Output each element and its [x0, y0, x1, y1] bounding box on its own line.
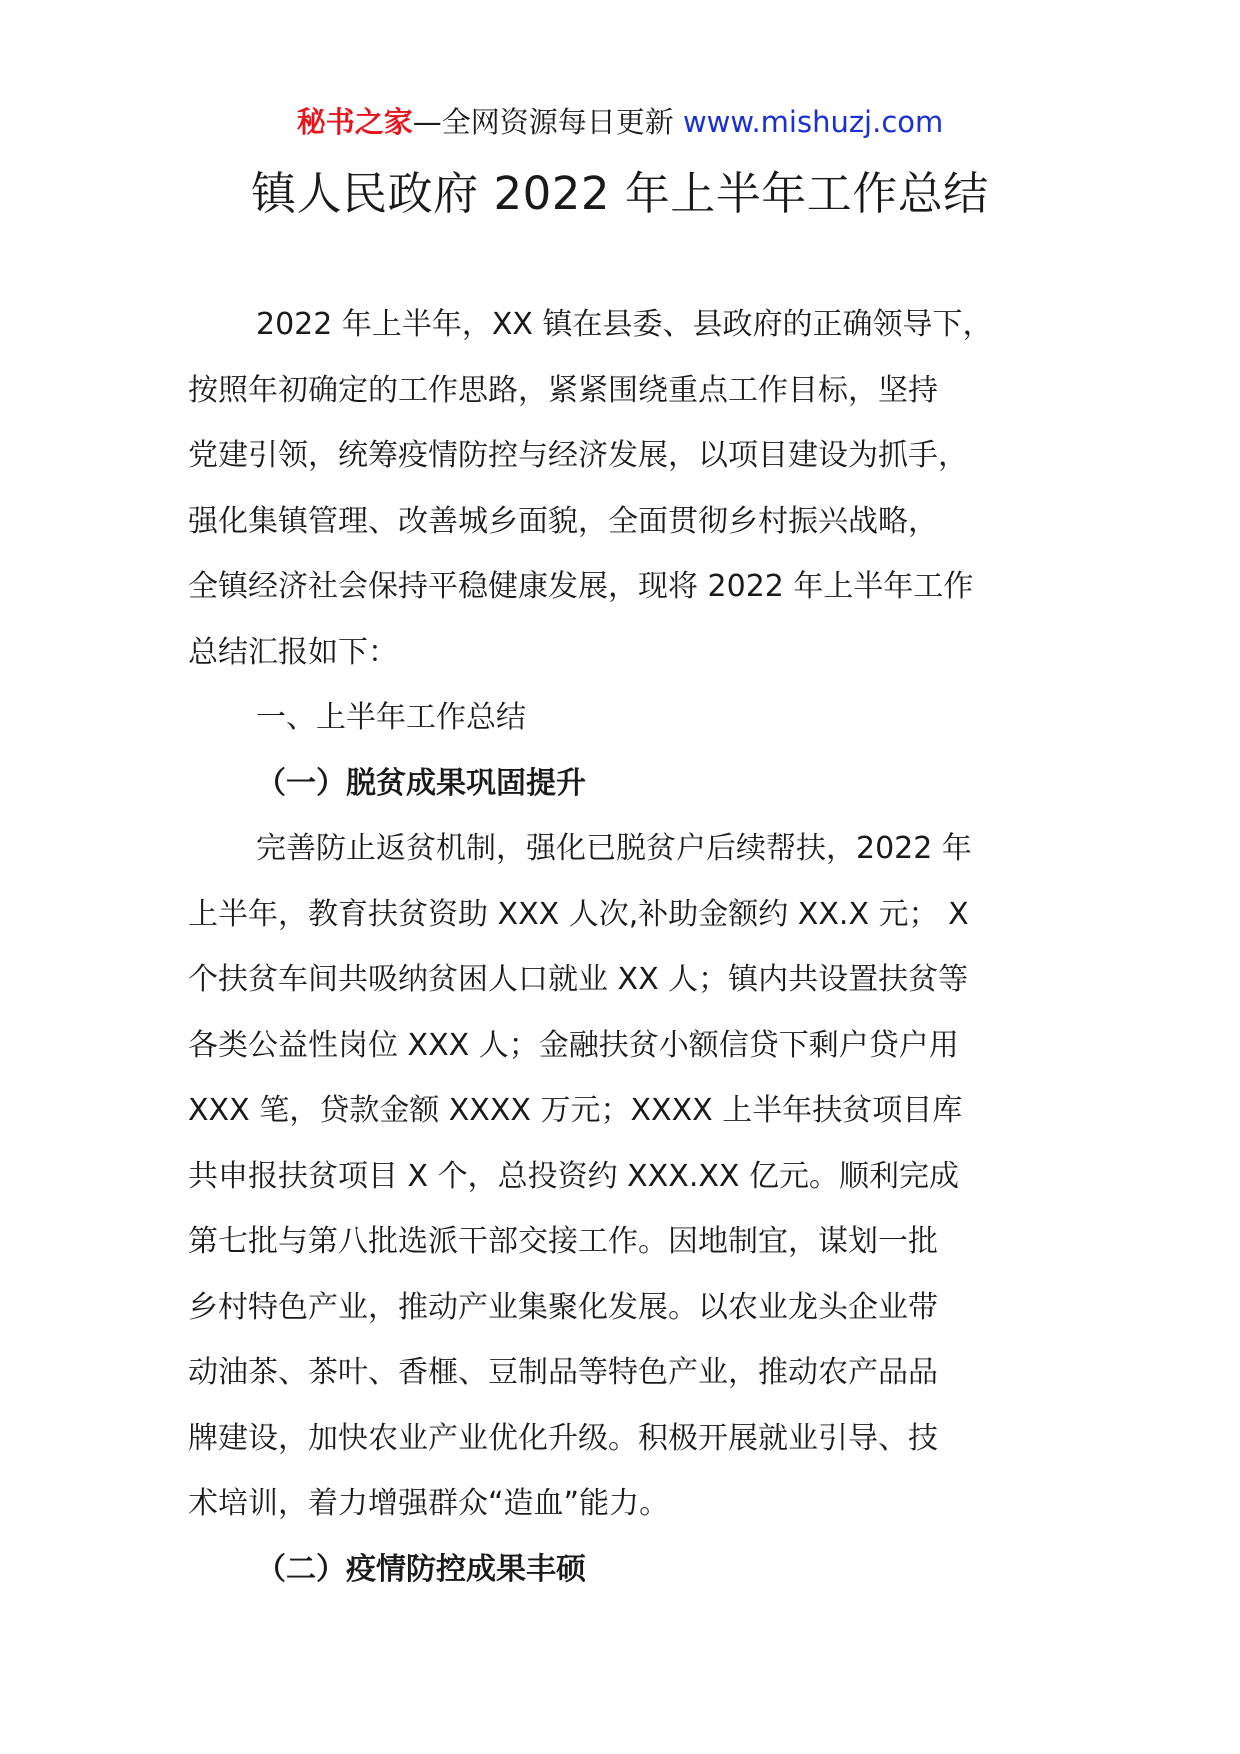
- subsection-heading: （一）脱贫成果巩固提升: [256, 765, 586, 801]
- body-paragraph-line: 第七批与第八批选派干部交接工作。因地制宜，谋划一批: [188, 1224, 938, 1259]
- body-paragraph-line: 个扶贫车间共吸纳贫困人口就业 XX 人；镇内共设置扶贫等: [188, 962, 969, 997]
- brand-name: 秘书之家: [296, 105, 413, 139]
- body-paragraph-line: 牌建设，加快农业产业优化升级。积极开展就业引导、技: [188, 1420, 938, 1456]
- section-heading: 一、上半年工作总结: [256, 700, 526, 735]
- intro-paragraph-line: 全镇经济社会保持平稳健康发展，现将 2022 年上半年工作: [188, 569, 974, 604]
- body-paragraph-line: 动油茶、茶叶、香榧、豆制品等特色产业，推动农产品品: [188, 1355, 938, 1390]
- intro-paragraph-line: 总结汇报如下：: [188, 634, 398, 670]
- body-paragraph-line: 完善防止返贫机制，强化已脱贫户后续帮扶，2022 年: [256, 831, 972, 866]
- body-paragraph-line: 上半年，教育扶贫资助 XXX 人次,补助金额约 XX.X 元； X: [188, 896, 969, 932]
- site-banner: [0, 100, 1240, 144]
- intro-paragraph-line: 党建引领，统筹疫情防控与经济发展，以项目建设为抓手，: [188, 438, 968, 473]
- body-paragraph-line: 各类公益性岗位 XXX 人；金融扶贫小额信贷下剩户贷户用: [188, 1027, 959, 1063]
- document-body: [188, 292, 1068, 1602]
- body-paragraph-line: 乡村特色产业，推动产业集聚化发展。以农业龙头企业带: [188, 1289, 938, 1325]
- intro-paragraph-line: 2022 年上半年，XX 镇在县委、县政府的正确领导下，: [256, 307, 993, 342]
- document-title: 镇人民政府 2022 年上半年工作总结: [251, 167, 989, 220]
- body-paragraph-line: 术培训，着力增强群众“造血”能力。: [188, 1486, 670, 1521]
- banner-slogan: —全网资源每日更新: [412, 105, 683, 139]
- intro-paragraph-line: 按照年初确定的工作思路，紧紧围绕重点工作目标，坚持: [188, 372, 938, 408]
- body-paragraph-line: 共申报扶贫项目 X 个，总投资约 XXX.XX 亿元。顺利完成: [188, 1158, 959, 1194]
- site-url[interactable]: www.mishuzj.com: [682, 105, 944, 139]
- body-paragraph-line: XXX 笔，贷款金额 XXXX 万元；XXXX 上半年扶贫项目库: [188, 1093, 963, 1128]
- intro-paragraph-line: 强化集镇管理、改善城乡面貌，全面贯彻乡村振兴战略，: [188, 503, 938, 539]
- subsection-heading: （二）疫情防控成果丰硕: [256, 1551, 586, 1587]
